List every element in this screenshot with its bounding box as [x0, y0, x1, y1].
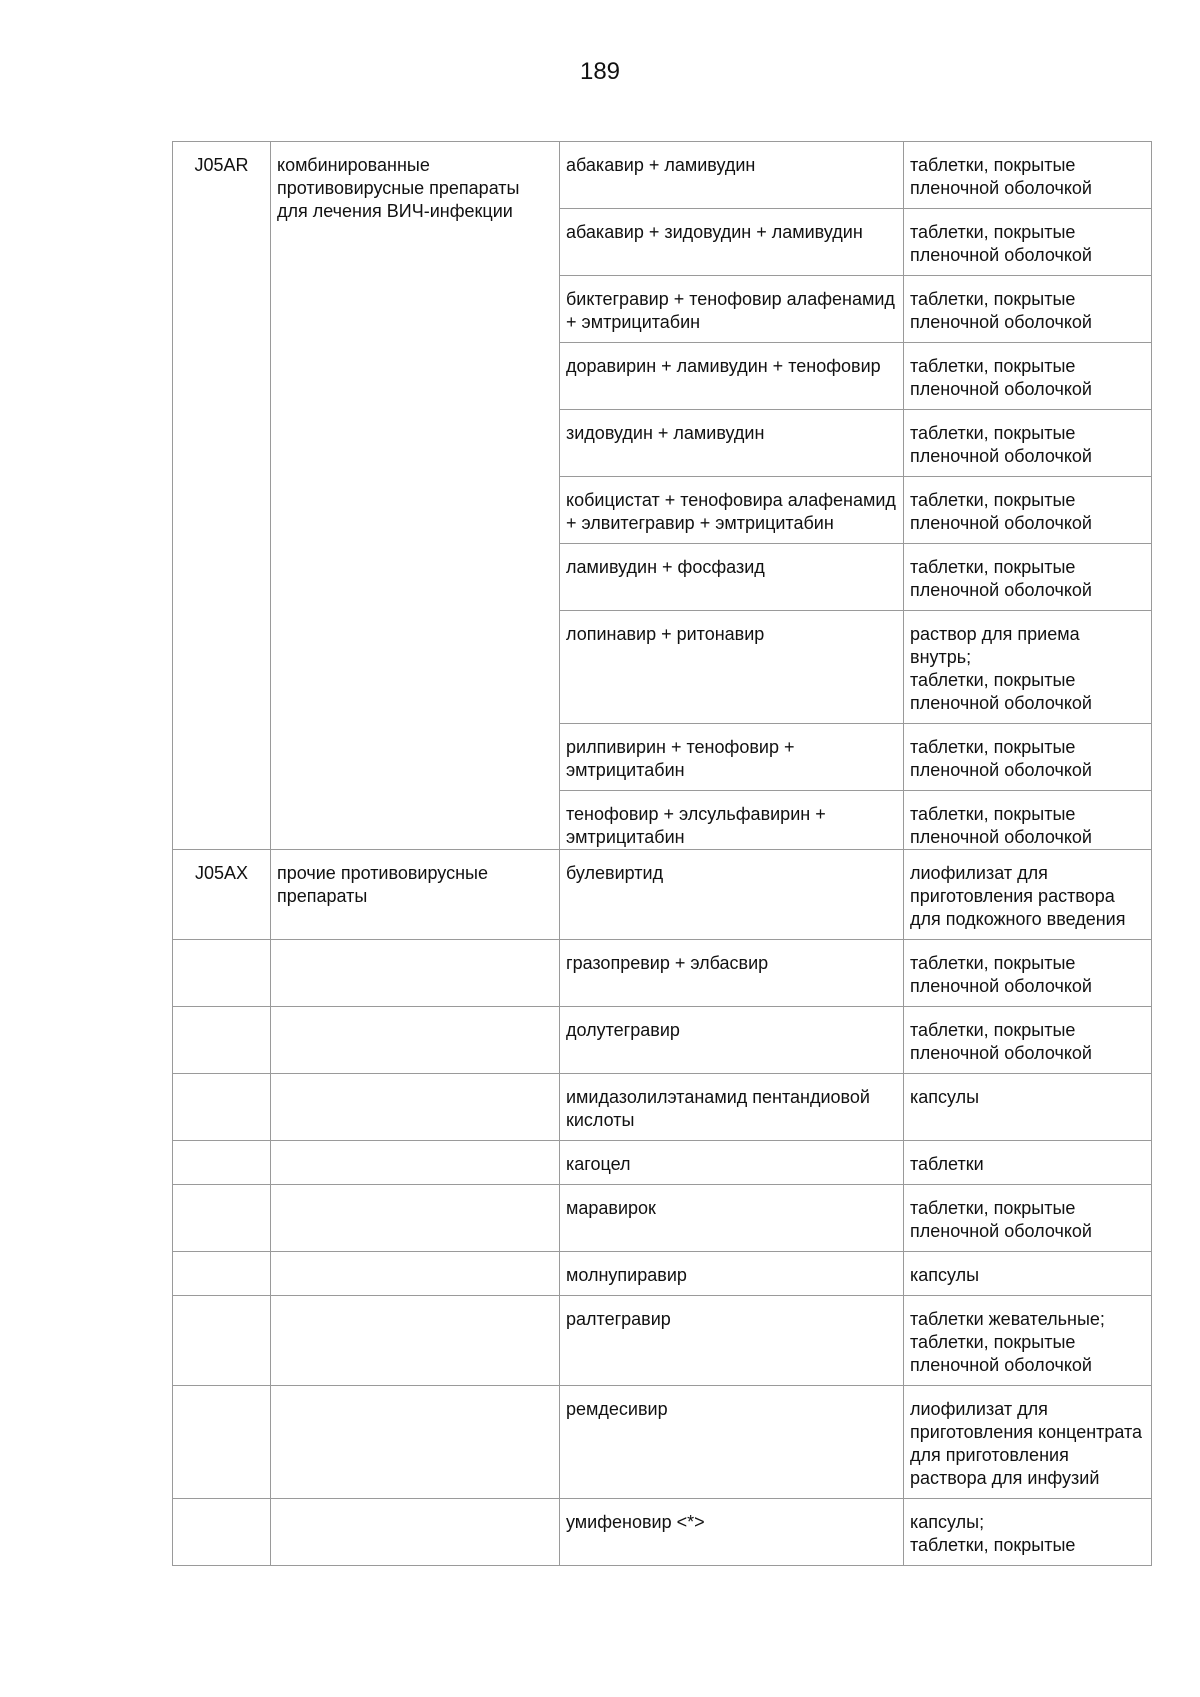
- dosage-form-cell: таблетки, покрытые пленочной оболочкой: [904, 1007, 1152, 1074]
- drug-name-cell: ламивудин + фосфазид: [560, 544, 904, 611]
- group-name-cell: прочие противовирусные препараты: [271, 850, 560, 940]
- drug-name-cell: имидазолилэтанамид пентандиовой кислоты: [560, 1074, 904, 1141]
- drug-name-cell: лопинавир + ритонавир: [560, 611, 904, 724]
- dosage-form-cell: таблетки, покрытые пленочной оболочкой: [904, 477, 1152, 544]
- dosage-form-cell: капсулы: [904, 1074, 1152, 1141]
- dosage-form-cell: раствор для приема внутрь; таблетки, покрытые пленочной оболочкой: [904, 611, 1152, 724]
- dosage-form-cell: таблетки, покрытые пленочной оболочкой: [904, 544, 1152, 611]
- dosage-form-cell: таблетки, покрытые пленочной оболочкой: [904, 724, 1152, 791]
- drug-table: [172, 141, 1152, 1566]
- drug-name-cell: долутегравир: [560, 1007, 904, 1074]
- table-row: [173, 940, 1152, 1007]
- drug-name-cell: умифеновир <*>: [560, 1499, 904, 1566]
- drug-name-cell: абакавир + ламивудин: [560, 142, 904, 209]
- drug-name-cell: кобицистат + тенофовира алафенамид + элвитегравир + эмтрицитабин: [560, 477, 904, 544]
- table-row: [173, 1296, 1152, 1386]
- dosage-form-cell: лиофилизат для приготовления раствора для подкожного введения: [904, 850, 1152, 940]
- empty-code-cell: [173, 1386, 271, 1499]
- page-number: 189: [579, 58, 621, 85]
- empty-group-cell: [271, 1252, 560, 1296]
- empty-code-cell: [173, 1141, 271, 1185]
- empty-group-cell: [271, 1296, 560, 1386]
- empty-code-cell: [173, 1252, 271, 1296]
- drug-name-cell: биктегравир + тенофовир алафенамид + эмтрицитабин: [560, 276, 904, 343]
- table-row: [173, 1074, 1152, 1141]
- empty-code-cell: [173, 1499, 271, 1566]
- table-row: [173, 1499, 1152, 1566]
- empty-group-cell: [271, 1499, 560, 1566]
- drug-name-cell: гразопревир + элбасвир: [560, 940, 904, 1007]
- dosage-form-cell: таблетки, покрытые пленочной оболочкой: [904, 940, 1152, 1007]
- drug-name-cell: доравирин + ламивудин + тенофовир: [560, 343, 904, 410]
- empty-code-cell: [173, 1074, 271, 1141]
- dosage-form-cell: таблетки: [904, 1141, 1152, 1185]
- table-row: [173, 1252, 1152, 1296]
- drug-name-cell: тенофовир + элсульфавирин + эмтрицитабин: [560, 791, 904, 850]
- drug-name-cell: зидовудин + ламивудин: [560, 410, 904, 477]
- drug-name-cell: булевиртид: [560, 850, 904, 940]
- dosage-form-cell: таблетки, покрытые пленочной оболочкой: [904, 142, 1152, 209]
- dosage-form-cell: таблетки, покрытые пленочной оболочкой: [904, 410, 1152, 477]
- dosage-form-cell: лиофилизат для приготовления концентрата для приготовления раствора для инфузий: [904, 1386, 1152, 1499]
- dosage-form-cell: таблетки, покрытые пленочной оболочкой: [904, 791, 1152, 850]
- empty-code-cell: [173, 1007, 271, 1074]
- empty-group-cell: [271, 1386, 560, 1499]
- empty-code-cell: [173, 1296, 271, 1386]
- drug-name-cell: ремдесивир: [560, 1386, 904, 1499]
- table-row: [173, 1007, 1152, 1074]
- dosage-form-cell: таблетки, покрытые пленочной оболочкой: [904, 276, 1152, 343]
- dosage-form-cell: таблетки, покрытые пленочной оболочкой: [904, 1185, 1152, 1252]
- drug-table-body: [173, 142, 1152, 1566]
- drug-name-cell: маравирок: [560, 1185, 904, 1252]
- dosage-form-cell: таблетки, покрытые пленочной оболочкой: [904, 209, 1152, 276]
- dosage-form-cell: таблетки жевательные; таблетки, покрытые пленочной оболочкой: [904, 1296, 1152, 1386]
- atc-code-cell: J05AR: [173, 142, 271, 850]
- atc-code-cell: J05AX: [173, 850, 271, 940]
- dosage-form-cell: капсулы: [904, 1252, 1152, 1296]
- drug-name-cell: ралтегравир: [560, 1296, 904, 1386]
- table-row: [173, 850, 1152, 940]
- drug-name-cell: молнупиравир: [560, 1252, 904, 1296]
- table-row: [173, 1185, 1152, 1252]
- empty-group-cell: [271, 1074, 560, 1141]
- drug-name-cell: рилпивирин + тенофовир + эмтрицитабин: [560, 724, 904, 791]
- table-row: [173, 1386, 1152, 1499]
- table-row: [173, 1141, 1152, 1185]
- dosage-form-cell: таблетки, покрытые пленочной оболочкой: [904, 343, 1152, 410]
- group-name-cell: комбинированные противовирусные препараты для лечения ВИЧ-инфекции: [271, 142, 560, 850]
- dosage-form-cell: капсулы; таблетки, покрытые: [904, 1499, 1152, 1566]
- drug-name-cell: абакавир + зидовудин + ламивудин: [560, 209, 904, 276]
- table-row: [173, 142, 1152, 209]
- empty-code-cell: [173, 1185, 271, 1252]
- empty-group-cell: [271, 1141, 560, 1185]
- empty-group-cell: [271, 940, 560, 1007]
- empty-group-cell: [271, 1185, 560, 1252]
- drug-name-cell: кагоцел: [560, 1141, 904, 1185]
- empty-code-cell: [173, 940, 271, 1007]
- empty-group-cell: [271, 1007, 560, 1074]
